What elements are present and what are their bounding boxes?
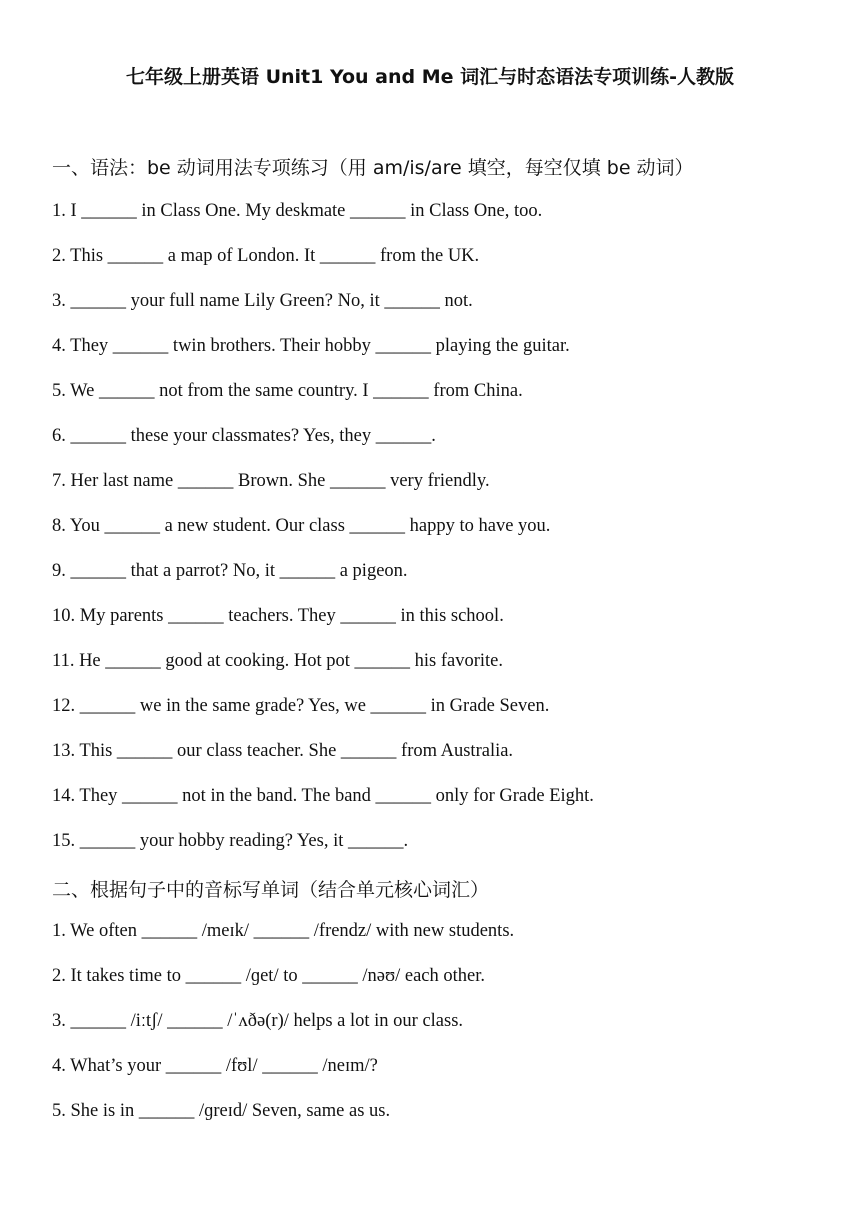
question-item: 1. I ______ in Class One. My deskmate ______ in Class One, too. [52, 201, 543, 221]
question-item: 8. You ______ a new student. Our class ______ happy to have you. [52, 516, 551, 536]
section-heading-grammar: 一、语法：be 动词用法专项练习（用 am/is/are 填空，每空仅填 be 动词） [52, 157, 694, 179]
question-item: 6. ______ these your classmates? Yes, they ______. [52, 426, 436, 446]
section-heading-phonetics: 二、根据句子中的音标写单词（结合单元核心词汇） [52, 879, 490, 901]
question-item: 2. This ______ a map of London. It ______ from the UK. [52, 246, 480, 266]
question-item: 14. They ______ not in the band. The band ______ only for Grade Eight. [52, 786, 594, 806]
document-title: 七年级上册英语 Unit1 You and Me 词汇与时态语法专项训练-人教版 [125, 66, 735, 88]
question-item: 15. ______ your hobby reading? Yes, it ______. [52, 831, 409, 851]
question-item: 1. We often ______ /meɪk/ ______ /frendz/ with new students. [52, 921, 515, 941]
question-item: 4. What’s your ______ /fʊl/ ______ /neɪm/? [52, 1056, 378, 1076]
question-item: 4. They ______ twin brothers. Their hobby ______ playing the guitar. [52, 336, 570, 356]
question-item: 7. Her last name ______ Brown. She ______ very friendly. [52, 471, 490, 491]
question-item: 12. ______ we in the same grade? Yes, we ______ in Grade Seven. [52, 696, 550, 716]
question-item: 11. He ______ good at cooking. Hot pot ______ his favorite. [52, 651, 503, 671]
question-item: 5. She is in ______ /ɡreɪd/ Seven, same as us. [52, 1101, 391, 1121]
question-item: 3. ______ /iːtʃ/ ______ /ˈʌðə(r)/ helps a lot in our class. [52, 1011, 464, 1031]
question-item: 9. ______ that a parrot? No, it ______ a pigeon. [52, 561, 408, 581]
question-item: 5. We ______ not from the same country. I ______ from China. [52, 381, 523, 401]
question-item: 13. This ______ our class teacher. She ______ from Australia. [52, 741, 514, 761]
question-item: 3. ______ your full name Lily Green? No, it ______ not. [52, 291, 473, 311]
question-item: 2. It takes time to ______ /ɡet/ to ______ /nəʊ/ each other. [52, 966, 485, 986]
question-item: 10. My parents ______ teachers. They ______ in this school. [52, 606, 504, 626]
